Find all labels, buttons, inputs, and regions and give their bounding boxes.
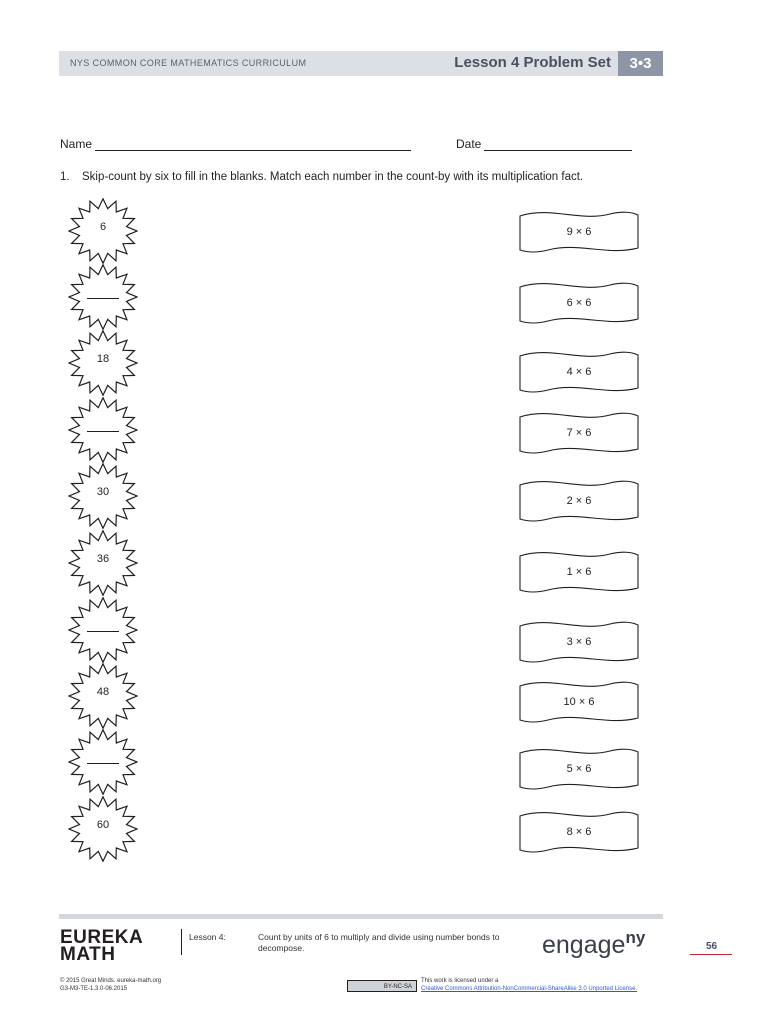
curriculum-title: NYS COMMON CORE MATHEMATICS CURRICULUM bbox=[70, 58, 307, 68]
copyright-line-1: © 2015 Great Minds. eureka-math.org bbox=[60, 978, 162, 984]
count-by-burst bbox=[68, 463, 138, 529]
fact-flag bbox=[518, 747, 640, 791]
footer-lesson-label: Lesson 4: bbox=[189, 932, 226, 942]
engageny-logo bbox=[542, 928, 645, 960]
lesson-title: Lesson 4 Problem Set bbox=[454, 54, 611, 71]
fact-label: 7 × 6 bbox=[566, 427, 592, 439]
count-by-burst bbox=[68, 796, 138, 862]
count-by-value: 36 bbox=[96, 553, 110, 565]
date-field bbox=[456, 137, 632, 151]
count-by-burst bbox=[68, 264, 138, 330]
name-field bbox=[60, 137, 411, 151]
count-by-blank[interactable] bbox=[87, 631, 119, 632]
fact-flag bbox=[518, 550, 640, 594]
count-by-burst bbox=[68, 330, 138, 396]
count-by-burst bbox=[68, 729, 138, 795]
module-badge: 3•3 bbox=[618, 51, 663, 76]
page-header bbox=[59, 51, 663, 76]
fact-label: 10 × 6 bbox=[563, 696, 595, 708]
fact-flag bbox=[518, 350, 640, 394]
fact-label: 6 × 6 bbox=[566, 297, 592, 309]
count-by-burst bbox=[68, 597, 138, 663]
license-link[interactable]: Creative Commons Attribution-NonCommercial-ShareAlike 3.0 Unported License. bbox=[421, 986, 638, 992]
cc-license-badge: BY-NC-SA bbox=[347, 980, 417, 992]
starburst-shape bbox=[68, 397, 138, 463]
brand-sup: ny bbox=[625, 928, 646, 947]
fact-flag bbox=[518, 620, 640, 664]
fact-flag bbox=[518, 411, 640, 455]
copyright-line-2: G3-M3-TE-1.3.0-06.2015 bbox=[60, 986, 128, 992]
starburst-shape bbox=[68, 597, 138, 663]
count-by-blank[interactable] bbox=[87, 298, 119, 299]
fact-label: 4 × 6 bbox=[566, 366, 592, 378]
count-by-value: 6 bbox=[99, 221, 107, 233]
copyright bbox=[60, 977, 161, 993]
count-by-burst bbox=[68, 530, 138, 596]
count-by-burst bbox=[68, 198, 138, 264]
license-line-1: This work is licensed under a bbox=[421, 978, 499, 984]
fact-flag bbox=[518, 479, 640, 523]
count-by-burst bbox=[68, 397, 138, 463]
starburst-shape bbox=[68, 264, 138, 330]
fact-label: 1 × 6 bbox=[566, 566, 592, 578]
count-by-value: 60 bbox=[96, 819, 110, 831]
page-number-rule bbox=[690, 954, 732, 955]
page-number: 56 bbox=[706, 941, 718, 952]
fact-flag bbox=[518, 281, 640, 325]
date-blank[interactable] bbox=[484, 137, 632, 151]
count-by-value: 30 bbox=[96, 486, 110, 498]
problem-statement bbox=[60, 171, 583, 183]
footer-rule bbox=[59, 914, 663, 919]
fact-label: 8 × 6 bbox=[566, 826, 592, 838]
fact-label: 2 × 6 bbox=[566, 495, 592, 507]
fact-label: 5 × 6 bbox=[566, 763, 592, 775]
license-text bbox=[421, 977, 637, 993]
count-by-value: 48 bbox=[96, 686, 110, 698]
date-label: Date bbox=[456, 137, 482, 151]
count-by-value: 18 bbox=[96, 353, 110, 365]
logo-line-1: EUREKA bbox=[60, 927, 144, 948]
starburst-shape bbox=[68, 729, 138, 795]
fact-flag bbox=[518, 680, 640, 724]
name-label: Name bbox=[60, 137, 93, 151]
logo-line-2: MATH bbox=[60, 944, 116, 965]
count-by-blank[interactable] bbox=[87, 431, 119, 432]
fact-flag bbox=[518, 810, 640, 854]
problem-number: 1. bbox=[60, 171, 70, 183]
brand-text: engage bbox=[542, 931, 626, 959]
footer-description: Count by units of 6 to multiply and divide using number bonds to decompose. bbox=[258, 932, 500, 953]
name-blank[interactable] bbox=[95, 137, 411, 151]
fact-label: 3 × 6 bbox=[566, 636, 592, 648]
eureka-math-logo bbox=[60, 929, 143, 963]
problem-text: Skip-count by six to fill in the blanks. Match each number in the count-by with its multiplication fact. bbox=[82, 171, 584, 183]
count-by-burst bbox=[68, 663, 138, 729]
footer-divider bbox=[181, 929, 182, 955]
fact-flag bbox=[518, 210, 640, 254]
count-by-blank[interactable] bbox=[87, 763, 119, 764]
fact-label: 9 × 6 bbox=[566, 226, 592, 238]
